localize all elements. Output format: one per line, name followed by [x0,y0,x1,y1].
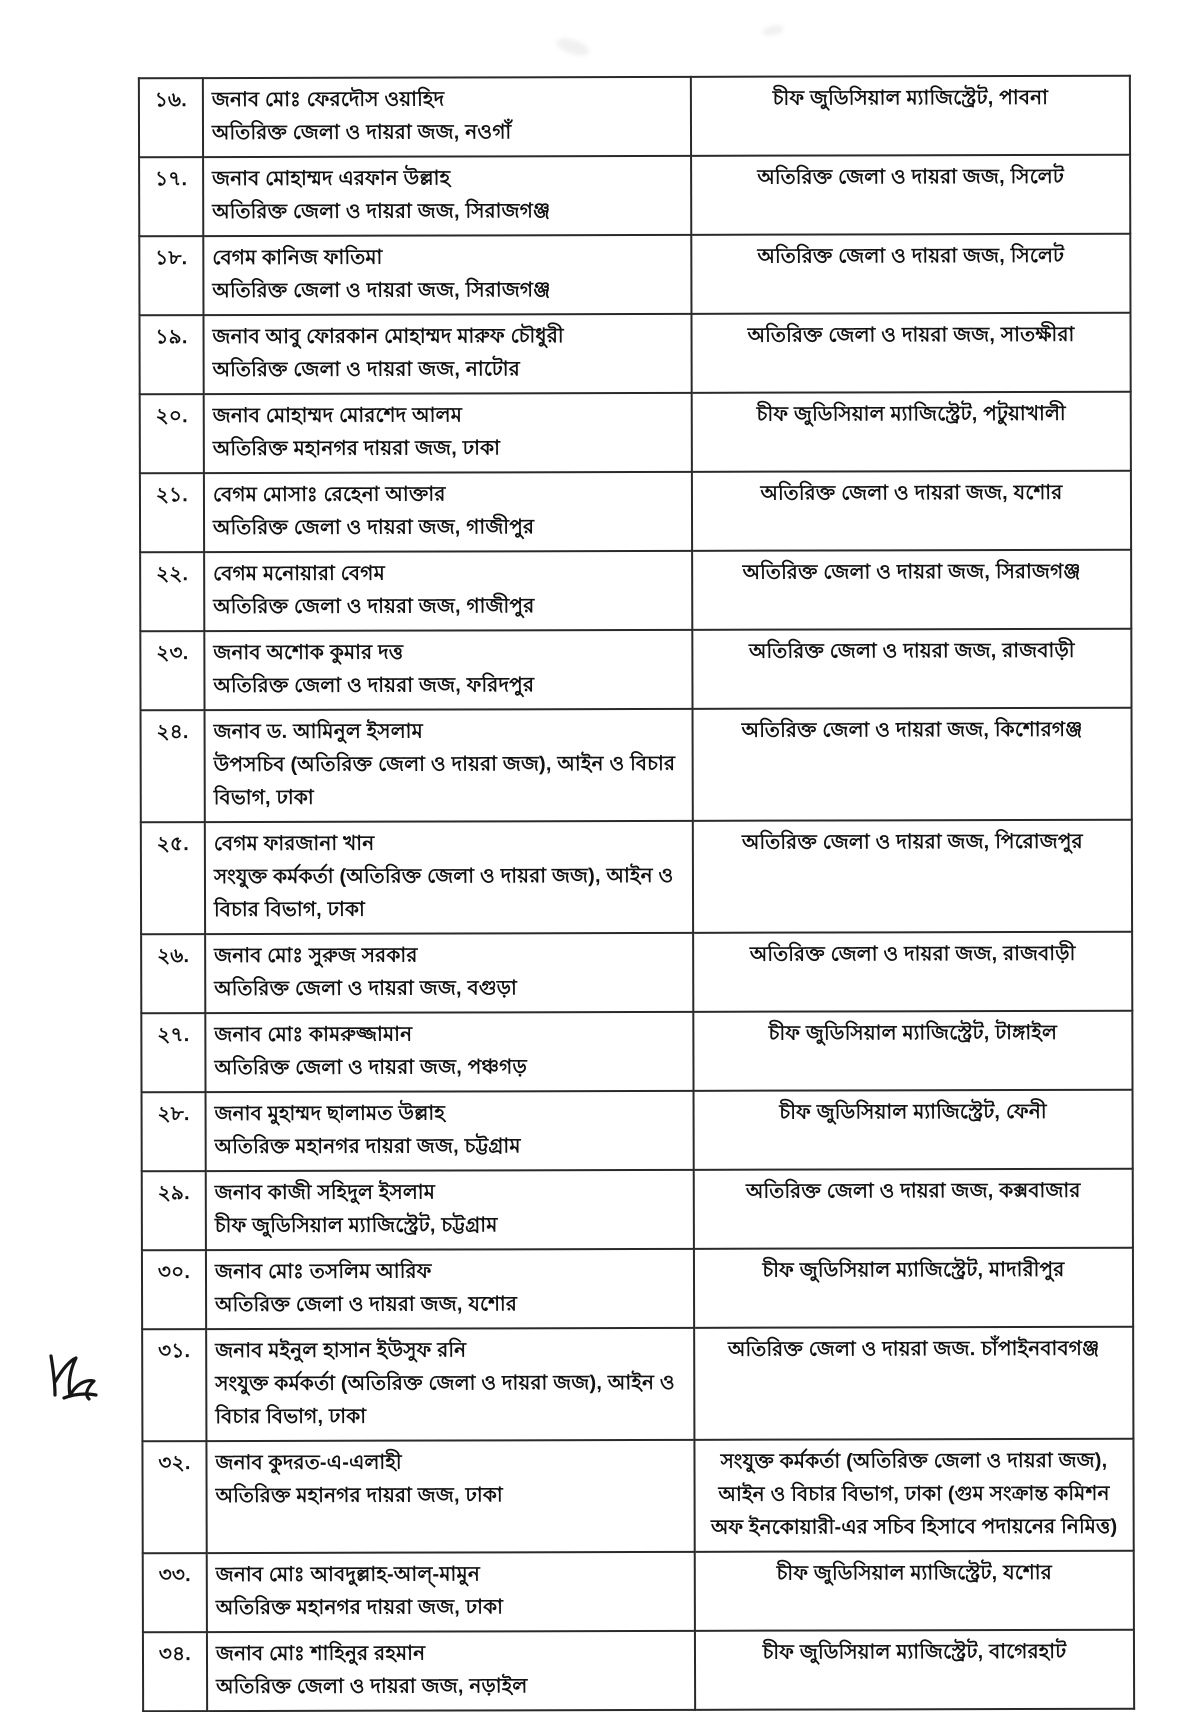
officer-current-designation: অতিরিক্ত জেলা ও দায়রা জজ, বগুড়া [214,977,518,1001]
officer-current-designation: উপসচিব (অতিরিক্ত জেলা ও দায়রা জজ), আইন ও বিচার বিভাগ, ঢাকা [213,752,676,810]
officer-current-designation: অতিরিক্ত জেলা ও দায়রা জজ, যশোর [215,1293,518,1317]
officer-name: জনাব মোহাম্মদ এরফান উল্লাহ [212,167,451,191]
table-row [139,234,1130,316]
officer-current-designation: অতিরিক্ত জেলা ও দায়রা জজ, নড়াইল [216,1675,528,1699]
officer-name: জনাব অশোক কুমার দত্ত [213,641,404,665]
officer-cell [206,1328,694,1441]
officer-current-designation: অতিরিক্ত জেলা ও দায়রা জজ, সিরাজগঞ্জ [212,279,551,303]
officer-name: জনাব মইনুল হাসান ইউসুফ রনি [215,1339,467,1363]
row-serial: ২৬. [141,934,205,1013]
officer-cell [207,1631,695,1711]
officer-current-designation: অতিরিক্ত জেলা ও দায়রা জজ, নওগাঁ [211,121,512,145]
table-row [142,1248,1133,1330]
row-serial: ২৫. [141,822,205,934]
new-posting-cell: অতিরিক্ত জেলা ও দায়রা জজ, সিলেট [691,155,1130,235]
row-serial: ১৮. [139,236,203,315]
new-posting-cell: অতিরিক্ত জেলা ও দায়রা জজ. চাঁপাইনবাবগঞ্জ [694,1327,1133,1440]
new-posting-cell: অতিরিক্ত জেলা ও দায়রা জজ, সিরাজগঞ্জ [692,550,1131,630]
officer-current-designation: অতিরিক্ত জেলা ও দায়রা জজ, গাজীপুর [213,595,535,619]
table-row [141,708,1132,823]
officer-name: জনাব মোঃ সুরুজ সরকার [214,944,418,968]
new-posting-cell: চীফ জুডিসিয়াল ম্যাজিস্ট্রেট, টাঙ্গাইল [693,1011,1132,1091]
row-serial: ২৮. [142,1092,206,1171]
row-serial: ২০. [140,394,204,473]
row-serial: ৩২. [142,1441,206,1553]
row-serial: ২১. [140,473,204,552]
officer-name: জনাব মোহাম্মদ মোরশেদ আলম [212,404,463,428]
new-posting-cell: সংযুক্ত কর্মকর্তা (অতিরিক্ত জেলা ও দায়রা জজ), আইন ও বিচার বিভাগ, ঢাকা (গুম সংক্রান্ত কমিশন অফ ইনকোয়ারী-এর সচিব হিসাবে পদায়নের নিমিত্ত) [694,1439,1133,1552]
new-posting-cell: চীফ জুডিসিয়াল ম্যাজিস্ট্রেট, ফেনী [694,1090,1133,1170]
officer-cell [206,1440,694,1553]
new-posting-cell: অতিরিক্ত জেলা ও দায়রা জজ, রাজবাড়ী [693,932,1132,1012]
officer-transfer-table [138,75,1135,1712]
row-serial: ৩৩. [143,1553,207,1632]
table-row [140,471,1131,553]
table-row [142,1090,1133,1172]
officer-cell [203,77,691,157]
new-posting-cell: চীফ জুডিসিয়াল ম্যাজিস্ট্রেট, পাবনা [691,76,1130,156]
table-row [140,629,1131,711]
row-serial: ২৩. [140,631,204,710]
officer-current-designation: অতিরিক্ত জেলা ও দায়রা জজ, ফরিদপুর [213,674,535,698]
officer-cell [203,156,691,236]
officer-current-designation: অতিরিক্ত জেলা ও দায়রা জজ, সিরাজগঞ্জ [212,200,551,224]
officer-cell [204,630,692,710]
officer-current-designation: অতিরিক্ত জেলা ও দায়রা জজ, গাজীপুর [213,516,535,540]
officer-name: জনাব কুদরত-এ-এলাহী [215,1451,402,1475]
handwritten-mark [44,1348,120,1410]
officer-name: বেগম কানিজ ফাতিমা [212,246,383,270]
row-serial: ২২. [140,552,204,631]
row-serial: ৩০. [142,1250,206,1329]
officer-name: জনাব মোঃ ফেরদৌস ওয়াহিদ [211,88,445,112]
new-posting-cell: চীফ জুডিসিয়াল ম্যাজিস্ট্রেট, মাদারীপুর [694,1248,1133,1328]
table-row [143,1551,1134,1633]
officer-current-designation: অতিরিক্ত মহানগর দায়রা জজ, ঢাকা [215,1484,503,1508]
new-posting-cell: অতিরিক্ত জেলা ও দায়রা জজ, যশোর [692,471,1131,551]
new-posting-cell: চীফ জুডিসিয়াল ম্যাজিস্ট্রেট, পটুয়াখালী [692,392,1131,472]
row-serial: ১৯. [139,315,203,394]
row-serial: ২৭. [141,1013,205,1092]
officer-current-designation: চীফ জুডিসিয়াল ম্যাজিস্ট্রেট, চট্টগ্রাম [214,1214,498,1238]
new-posting-cell: অতিরিক্ত জেলা ও দায়রা জজ, কিশোরগঞ্জ [693,708,1132,821]
scan-artifact [555,35,592,59]
officer-name: বেগম মনোয়ারা বেগম [213,562,385,586]
row-serial: ১৭. [139,157,203,236]
officer-cell [203,235,691,315]
officer-current-designation: অতিরিক্ত মহানগর দায়রা জজ, ঢাকা [212,437,501,461]
officer-name: জনাব মুহাম্মদ ছালামত উল্লাহ [214,1102,446,1126]
officer-cell [205,1012,693,1092]
officer-cell [204,393,692,473]
officer-name: জনাব ড. আমিনুল ইসলাম [213,720,423,744]
officer-name: জনাব আবু ফোরকান মোহাম্মদ মারুফ চৌধুরী [212,325,564,349]
new-posting-cell: অতিরিক্ত জেলা ও দায়রা জজ, সাতক্ষীরা [691,313,1130,393]
officer-current-designation: অতিরিক্ত মহানগর দায়রা জজ, ঢাকা [215,1596,504,1620]
row-serial: ৩১. [142,1329,206,1441]
officer-current-designation: সংযুক্ত কর্মকর্তা (অতিরিক্ত জেলা ও দায়রা জজ), আইন ও বিচার বিভাগ, ঢাকা [215,1371,675,1429]
officer-cell [207,1552,695,1632]
officer-name: জনাব কাজী সহিদুল ইসলাম [214,1181,436,1205]
new-posting-cell: অতিরিক্ত জেলা ও দায়রা জজ, পিরোজপুর [693,820,1132,933]
table-row [141,932,1132,1014]
row-serial: ২৯. [142,1171,206,1250]
officer-name: জনাব মোঃ কামরুজ্জামান [214,1023,413,1047]
officer-current-designation: অতিরিক্ত জেলা ও দায়রা জজ, নাটোর [212,358,520,382]
officer-table-body [139,76,1134,1712]
officer-current-designation: অতিরিক্ত মহানগর দায়রা জজ, চট্টগ্রাম [214,1135,521,1159]
row-serial: ১৬. [139,78,203,157]
officer-cell [204,472,692,552]
table-row [141,1011,1132,1093]
scan-artifact [761,24,784,37]
new-posting-cell: অতিরিক্ত জেলা ও দায়রা জজ, কক্সবাজার [694,1169,1133,1249]
row-serial: ৩৪. [143,1632,207,1711]
officer-cell [205,821,693,934]
officer-name: বেগম মোসাঃ রেহেনা আক্তার [212,483,446,507]
table-row [142,1169,1133,1251]
officer-cell [203,314,691,394]
officer-name: জনাব মোঃ আবদুল্লাহ-আল্-মামুন [215,1563,480,1587]
new-posting-cell: চীফ জুডিসিয়াল ম্যাজিস্ট্রেট, বাগেরহাট [695,1630,1134,1710]
new-posting-cell: চীফ জুডিসিয়াল ম্যাজিস্ট্রেট, যশোর [695,1551,1134,1631]
officer-cell [206,1170,694,1250]
officer-current-designation: সংযুক্ত কর্মকর্তা (অতিরিক্ত জেলা ও দায়রা জজ), আইন ও বিচার বিভাগ, ঢাকা [213,864,674,922]
officer-cell [205,933,693,1013]
table-row [141,820,1132,935]
officer-cell [206,1249,694,1329]
table-row [139,313,1130,395]
officer-name: জনাব মোঃ তসলিম আরিফ [214,1260,432,1284]
table-row [140,550,1131,632]
table-row [140,392,1131,474]
officer-current-designation: অতিরিক্ত জেলা ও দায়রা জজ, পঞ্চগড় [214,1056,527,1080]
table-row [139,76,1130,158]
officer-cell [206,1091,694,1171]
officer-cell [205,709,693,822]
row-serial: ২৪. [141,710,205,822]
table-row [143,1630,1134,1712]
officer-name: জনাব মোঃ শাহিনুর রহমান [215,1642,426,1666]
table-row [142,1439,1133,1554]
table-row [139,155,1130,237]
new-posting-cell: অতিরিক্ত জেলা ও দায়রা জজ, রাজবাড়ী [692,629,1131,709]
officer-name: বেগম ফারজানা খান [213,832,375,856]
new-posting-cell: অতিরিক্ত জেলা ও দায়রা জজ, সিলেট [691,234,1130,314]
officer-cell [204,551,692,631]
table-row [142,1327,1133,1442]
